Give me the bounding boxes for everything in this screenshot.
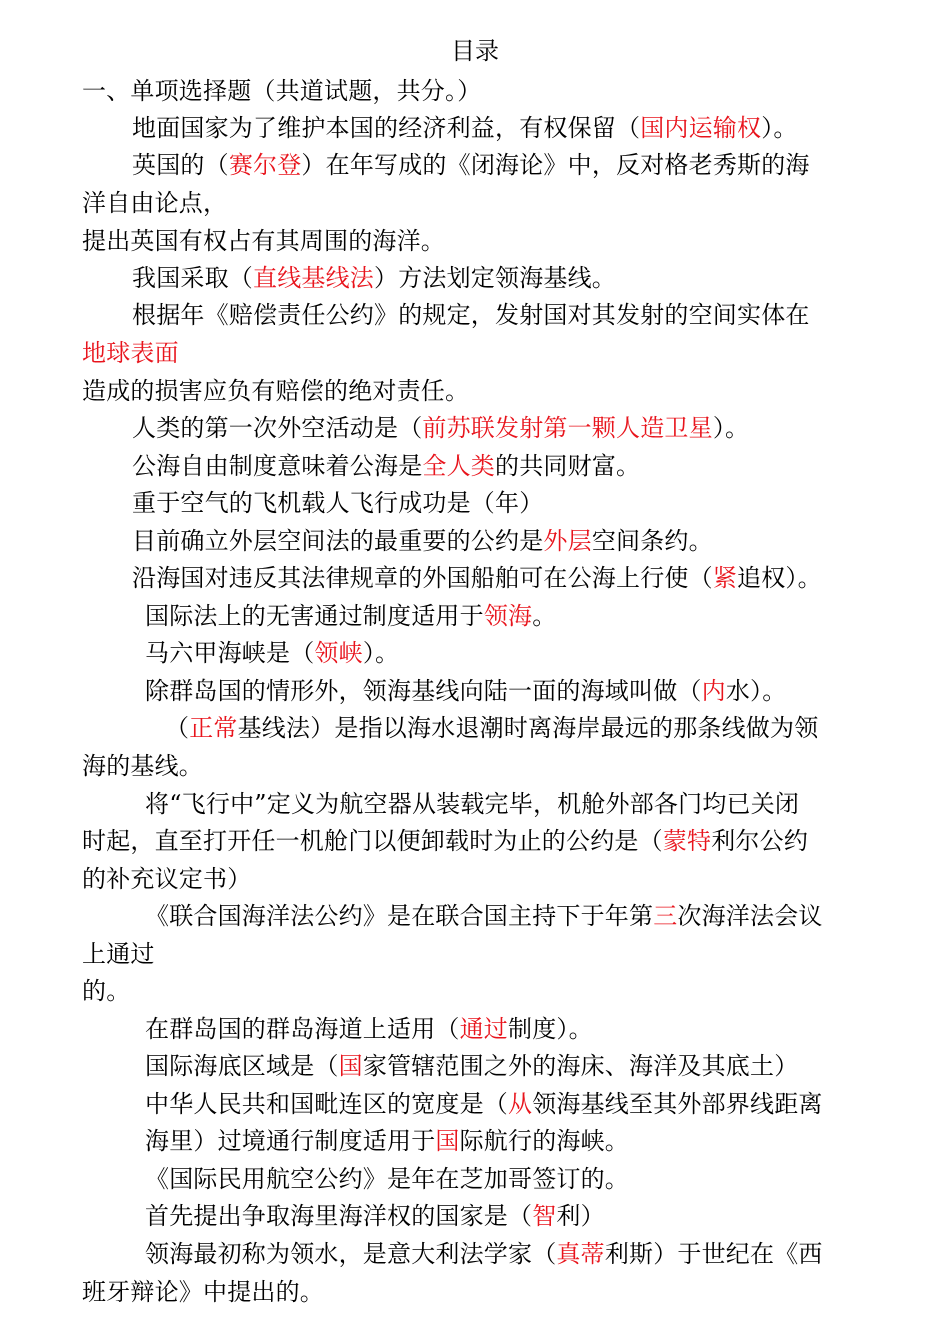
text-line (145, 789, 799, 819)
text-segment: ）在年写成的《闭海论》中，反对格老秀斯的海 (301, 151, 810, 179)
answer-highlight: 智 (532, 1202, 557, 1230)
answer-highlight: 正常 (189, 714, 238, 742)
text-line (145, 676, 786, 706)
answer-highlight: 紧 (712, 564, 738, 592)
text-line (145, 1239, 823, 1269)
text-line (82, 826, 808, 856)
text-segment: 提出英国有权占有其周围的海洋。 (82, 227, 445, 255)
text-segment: 家管辖范围之外的海床、海洋及其底土） (362, 1052, 799, 1080)
text-segment: 国际法上的无害通过制度适用于 (145, 602, 484, 630)
answer-highlight: 领峡 (314, 639, 363, 667)
text-line (82, 338, 179, 368)
text-line (132, 263, 616, 293)
text-segment: 公海自由制度意味着公海是 (132, 452, 423, 480)
text-segment: ）。 (712, 414, 750, 442)
answer-highlight: 国 (435, 1127, 460, 1155)
text-segment: 一、单项选择题（共道试题，共分。） (82, 77, 482, 105)
text-segment: 国际海底区域是（ (145, 1052, 339, 1080)
text-segment: 沿海国对违反其法律规章的外国船舶可在公海上行使（ (132, 564, 713, 592)
text-segment: 我国采取（ (132, 264, 253, 292)
text-segment: 重于空气的飞机载人飞行成功是（年） (132, 489, 544, 517)
text-segment: 除群岛国的情形外，领海基线向陆一面的海域叫做（ (145, 677, 702, 705)
text-segment: 人类的第一次外空活动是（ (132, 414, 423, 442)
text-line (132, 413, 749, 443)
text-segment: （ (165, 714, 190, 742)
text-segment: 目前确立外层空间法的最重要的公约是 (132, 527, 544, 555)
text-line (145, 1201, 605, 1231)
text-segment: 海里）过境通行制度适用于 (145, 1127, 436, 1155)
text-segment: 利尔公约 (711, 827, 809, 855)
text-segment: 领海最初称为领水，是意大利法学家（ (145, 1240, 557, 1268)
answer-highlight: 全人类 (422, 452, 496, 480)
text-segment: 。 (532, 602, 557, 630)
text-segment: 时起，直至打开任一机舱门以便卸载时为止的公约是（ (82, 827, 663, 855)
text-segment: 制度）。 (508, 1015, 593, 1043)
text-segment: 次海洋法会议 (677, 902, 823, 930)
text-segment: 利） (556, 1202, 605, 1230)
text-segment: 洋自由论点， (82, 189, 228, 217)
text-segment: 《国际民用航空公约》是年在芝加哥签订的。 (145, 1165, 629, 1193)
text-segment: 的共同财富。 (495, 452, 641, 480)
text-line (82, 1277, 324, 1307)
answer-highlight: 领海 (483, 602, 533, 630)
text-line (145, 1089, 823, 1119)
text-segment: 上通过 (82, 940, 155, 968)
text-line (132, 526, 713, 556)
answer-highlight: 国内运输权 (640, 114, 762, 142)
text-segment: 追权）。 (737, 564, 822, 592)
text-segment: 马六甲海峡是（ (145, 639, 315, 667)
text-line (82, 976, 130, 1006)
answer-highlight: 赛尔登 (228, 151, 302, 179)
answer-highlight: 通过 (459, 1015, 509, 1043)
text-line (165, 713, 818, 743)
text-line (82, 188, 227, 218)
text-line (82, 939, 155, 969)
text-segment: 根据年《赔偿责任公约》的规定，发射国对其发射的空间实体在 (132, 301, 810, 329)
text-segment: ）。 (761, 114, 798, 142)
text-segment: 造成的损害应负有赔偿的绝对责任。 (82, 377, 470, 405)
text-segment: 《联合国海洋法公约》是在联合国主持下于年第 (145, 902, 654, 930)
text-segment: 基线法）是指以海水退潮时离海岸最远的那条线做为领 (237, 714, 819, 742)
text-segment: 在群岛国的群岛海道上适用（ (145, 1015, 460, 1043)
page-title: 目录 (451, 37, 499, 65)
answer-highlight: 前苏联发射第一颗人造卫星 (422, 414, 713, 442)
text-line (145, 1126, 629, 1156)
text-segment: 地面国家为了维护本国的经济利益，有权保留（ (132, 114, 641, 142)
text-line (145, 1014, 593, 1044)
answer-highlight: 三 (653, 902, 678, 930)
text-segment: 领海基线至其外部界线距离 (532, 1090, 823, 1118)
text-line (145, 1164, 629, 1194)
text-line (132, 113, 798, 143)
text-segment: ）。 (362, 639, 400, 667)
text-line (145, 638, 399, 668)
text-segment: 海的基线。 (82, 752, 203, 780)
answer-highlight: 外层 (543, 527, 592, 555)
text-line (145, 901, 823, 931)
text-line (82, 864, 251, 894)
text-line (82, 751, 203, 781)
text-segment: 中华人民共和国毗连区的宽度是（ (145, 1090, 508, 1118)
answer-highlight: 国 (338, 1052, 363, 1080)
text-line (132, 563, 822, 593)
text-segment: 际航行的海峡。 (459, 1127, 630, 1155)
text-segment: 水）。 (725, 677, 787, 705)
text-line (132, 300, 810, 330)
text-segment: 首先提出争取海里海洋权的国家是（ (145, 1202, 533, 1230)
text-line (132, 150, 810, 180)
text-line (82, 226, 445, 256)
text-segment: 将“飞行中”定义为航空器从装载完毕，机舱外部各门均已关闭 (145, 790, 800, 818)
text-segment: 的。 (82, 977, 131, 1005)
answer-highlight: 从 (508, 1090, 533, 1118)
text-segment: ）方法划定领海基线。 (374, 264, 616, 292)
answer-highlight: 内 (701, 677, 726, 705)
text-segment: 的补充议定书） (82, 865, 252, 893)
text-segment: 班牙辩论》中提出的。 (82, 1278, 324, 1306)
answer-highlight: 蒙特 (662, 827, 712, 855)
text-line (145, 1051, 798, 1081)
answer-highlight: 地球表面 (82, 339, 179, 367)
text-line (132, 451, 640, 481)
text-line (145, 601, 556, 631)
text-line (132, 488, 543, 518)
text-segment: 空间条约。 (591, 527, 713, 555)
text-segment: 英国的（ (132, 151, 229, 179)
text-line (82, 376, 469, 406)
text-segment: 利斯）于世纪在《西 (604, 1240, 823, 1268)
answer-highlight: 真蒂 (556, 1240, 605, 1268)
answer-highlight: 直线基线法 (253, 264, 374, 292)
text-line (82, 76, 481, 106)
